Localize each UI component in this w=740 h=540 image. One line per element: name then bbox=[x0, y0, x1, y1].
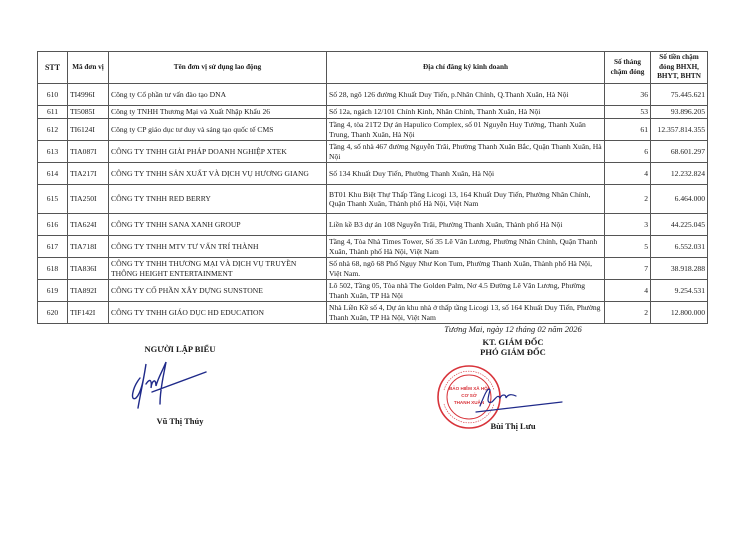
unit-code: TIA892I bbox=[68, 280, 109, 302]
director-title-acting: KT. GIÁM ĐỐC bbox=[482, 337, 544, 347]
preparer-signature-block bbox=[100, 344, 260, 426]
row-number: 610 bbox=[38, 84, 68, 106]
business-address: Số nhà 68, ngõ 68 Phố Ngụy Như Kon Tum, Phường Thanh Xuân, Thành phố Hà Nội, Việt Nam. bbox=[327, 258, 605, 280]
overdue-amount: 68.601.297 bbox=[651, 141, 708, 163]
employer-name: CÔNG TY TNHH GIÁO DỤC HD EDUCATION bbox=[109, 302, 327, 324]
table-row bbox=[38, 119, 708, 141]
employer-name: Công ty TNHH Thương Mại và Xuất Nhập Khẩu 26 bbox=[109, 106, 327, 119]
employer-name: CÔNG TY TNHH THƯƠNG MẠI VÀ DỊCH VỤ TRUYỀN THÔNG HEIGHT ENTERTAINMENT bbox=[109, 258, 327, 280]
table-row bbox=[38, 185, 708, 214]
unit-code: TIA836I bbox=[68, 258, 109, 280]
preparer-signature-area bbox=[100, 354, 260, 416]
overdue-months: 4 bbox=[605, 280, 651, 302]
unit-code: TI6124I bbox=[68, 119, 109, 141]
row-number: 614 bbox=[38, 163, 68, 185]
svg-text:BẢO HIỂM XÃ HỘI: BẢO HIỂM XÃ HỘI bbox=[448, 386, 490, 391]
employer-name: CÔNG TY TNHH SẢN XUẤT VÀ DỊCH VỤ HƯƠNG GIANG bbox=[109, 163, 327, 185]
row-number: 619 bbox=[38, 280, 68, 302]
unit-code: TIA624I bbox=[68, 214, 109, 236]
overdue-amount: 93.896.205 bbox=[651, 106, 708, 119]
overdue-amount: 6.464.000 bbox=[651, 185, 708, 214]
row-number: 618 bbox=[38, 258, 68, 280]
row-number: 620 bbox=[38, 302, 68, 324]
unit-code: TIA087I bbox=[68, 141, 109, 163]
overdue-months: 2 bbox=[605, 302, 651, 324]
director-title-deputy: PHÓ GIÁM ĐỐC bbox=[480, 347, 546, 357]
unit-code: TIA217I bbox=[68, 163, 109, 185]
overdue-months: 7 bbox=[605, 258, 651, 280]
employer-name: Công ty CP giáo dục tư duy và sáng tạo quốc tế CMS bbox=[109, 119, 327, 141]
table-row bbox=[38, 163, 708, 185]
overdue-months: 2 bbox=[605, 185, 651, 214]
employer-name: CÔNG TY TNHH GIẢI PHÁP DOANH NGHIỆP XTEK bbox=[109, 141, 327, 163]
row-number: 612 bbox=[38, 119, 68, 141]
svg-text:THANH XUÂN: THANH XUÂN bbox=[453, 400, 485, 405]
header-stt: STT bbox=[38, 52, 68, 84]
employer-name: CÔNG TY TNHH SANA XANH GROUP bbox=[109, 214, 327, 236]
row-number: 615 bbox=[38, 185, 68, 214]
header-overdue-months: Số tháng chậm đóng bbox=[605, 52, 651, 84]
table-row bbox=[38, 141, 708, 163]
overdue-amount: 75.445.621 bbox=[651, 84, 708, 106]
row-number: 611 bbox=[38, 106, 68, 119]
row-number: 616 bbox=[38, 214, 68, 236]
table-row bbox=[38, 84, 708, 106]
business-address: BT01 Khu Biệt Thự Thấp Tầng Licogi 13, 164 Khuất Duy Tiến, Phường Nhân Chính, Quận Thanh Xuân, Thành phố Hà Nội, Việt Nam bbox=[327, 185, 605, 214]
overdue-months: 53 bbox=[605, 106, 651, 119]
svg-text:CƠ SỞ: CƠ SỞ bbox=[461, 393, 477, 398]
table-row bbox=[38, 106, 708, 119]
business-address: Lô 502, Tầng 05, Tòa nhà The Golden Palm, Nơ 4.5 Đường Lê Văn Lương, Phường Thanh Xuân, TP Hà Nội bbox=[327, 280, 605, 302]
overdue-amount: 12.800.000 bbox=[651, 302, 708, 324]
overdue-months: 36 bbox=[605, 84, 651, 106]
table-header-row bbox=[38, 52, 708, 84]
business-address: Liền kề B3 dự án 108 Nguyễn Trãi, Phường Thanh Xuân, Thành phố Hà Nội bbox=[327, 214, 605, 236]
unit-code: TIA718I bbox=[68, 236, 109, 258]
header-unit-code: Mã đơn vị bbox=[68, 52, 109, 84]
header-employer-name: Tên đơn vị sử dụng lao động bbox=[109, 52, 327, 84]
business-address: Số 12a, ngách 12/101 Chính Kinh, Nhân Chính, Thanh Xuân, Hà Nội bbox=[327, 106, 605, 119]
table-row bbox=[38, 302, 708, 324]
header-overdue-amount: Số tiền chậm đóng BHXH, BHYT, BHTN bbox=[651, 52, 708, 84]
date-location-line: Tương Mai, ngày 12 tháng 02 năm 2026 bbox=[444, 324, 582, 334]
table-row bbox=[38, 236, 708, 258]
employer-name: CÔNG TY CỔ PHẦN XÂY DỰNG SUNSTONE bbox=[109, 280, 327, 302]
overdue-months: 4 bbox=[605, 163, 651, 185]
overdue-months: 5 bbox=[605, 236, 651, 258]
business-address: Tầng 4, Tòa Nhà Times Tower, Số 35 Lê Văn Lương, Phường Nhân Chính, Quận Thanh Xuân, Thành phố Hà Nội, Việt Nam bbox=[327, 236, 605, 258]
business-address: Tầng 4, số nhà 467 đường Nguyễn Trãi, Phường Thanh Xuân Bắc, Quận Thanh Xuân, Hà Nội bbox=[327, 141, 605, 163]
overdue-contributions-table bbox=[37, 51, 708, 324]
business-address: Số 134 Khuất Duy Tiến, Phường Thanh Xuân, Hà Nội bbox=[327, 163, 605, 185]
handwritten-signature-icon bbox=[122, 358, 212, 414]
overdue-amount: 38.918.288 bbox=[651, 258, 708, 280]
director-handwritten-signature-icon bbox=[470, 376, 570, 416]
overdue-amount: 12.232.824 bbox=[651, 163, 708, 185]
row-number: 613 bbox=[38, 141, 68, 163]
employer-name: CÔNG TY TNHH RED BERRY bbox=[109, 185, 327, 214]
business-address: Nhà Liền Kề số 4, Dự án khu nhà ở thấp tầng Licogi 13, số 164 Khuất Duy Tiến, Phường Thanh Xuân, TP Hà Nội, Việt Nam bbox=[327, 302, 605, 324]
overdue-amount: 9.254.531 bbox=[651, 280, 708, 302]
table-row bbox=[38, 280, 708, 302]
overdue-amount: 6.552.031 bbox=[651, 236, 708, 258]
preparer-name: Vũ Thị Thúy bbox=[156, 416, 204, 426]
business-address: Tầng 4, tòa 21T2 Dự án Hapulico Complex, số 01 Nguyễn Huy Tưởng, Thanh Xuân Trung, Thanh Xuân, Hà Nội bbox=[327, 119, 605, 141]
unit-code: TIA250I bbox=[68, 185, 109, 214]
director-name: Bùi Thị Lưu bbox=[490, 421, 536, 431]
header-business-address: Địa chỉ đăng ký kinh doanh bbox=[327, 52, 605, 84]
overdue-months: 3 bbox=[605, 214, 651, 236]
overdue-months: 6 bbox=[605, 141, 651, 163]
unit-code: TI5085I bbox=[68, 106, 109, 119]
employer-name: CÔNG TY TNHH MTV TƯ VẤN TRÍ THÀNH bbox=[109, 236, 327, 258]
overdue-months: 61 bbox=[605, 119, 651, 141]
business-address: Số 28, ngõ 126 đường Khuất Duy Tiến, p.Nhân Chính, Q.Thanh Xuân, Hà Nội bbox=[327, 84, 605, 106]
unit-code: TI4996I bbox=[68, 84, 109, 106]
overdue-amount: 12.357.814.355 bbox=[651, 119, 708, 141]
overdue-amount: 44.225.045 bbox=[651, 214, 708, 236]
preparer-title: NGƯỜI LẬP BIỂU bbox=[144, 344, 216, 354]
table-row bbox=[38, 258, 708, 280]
table-row bbox=[38, 214, 708, 236]
unit-code: TIF142I bbox=[68, 302, 109, 324]
employer-name: Công ty Cổ phần tư vấn đào tạo DNA bbox=[109, 84, 327, 106]
row-number: 617 bbox=[38, 236, 68, 258]
